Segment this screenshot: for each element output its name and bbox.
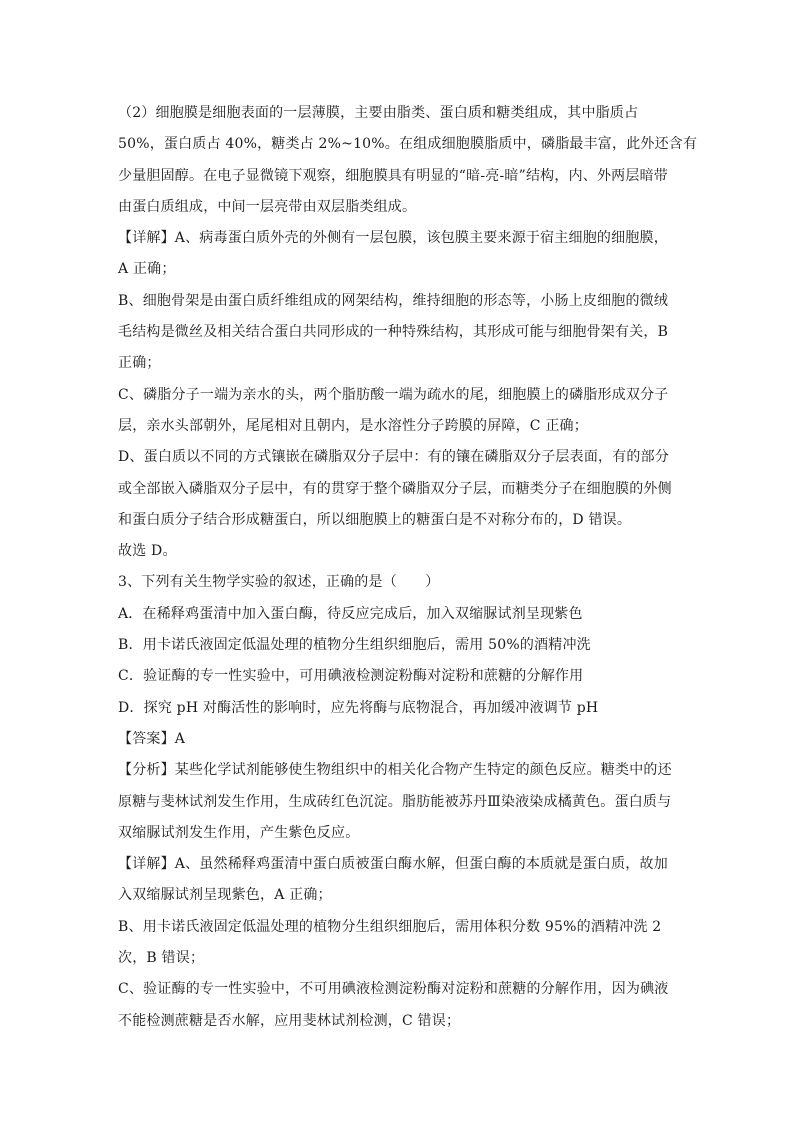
text-line-29: C、验证酶的专一性实验中，不可用碘液检测淀粉酶对淀粉和蔗糖的分解作用，因为碘液: [118, 981, 669, 998]
option-d: D．探究 pH 对酶活性的影响时，应先将酶与底物混合，再加缓冲液调节 pH: [118, 699, 599, 716]
text-line-12: D、蛋白质以不同的方式镶嵌在磷脂双分子层中：有的镶在磷脂双分子层表面，有的部分: [118, 449, 670, 466]
text-line-13: 或全部嵌入磷脂双分子层中，有的贯穿于整个磷脂双分子层，而糖类分子在细胞膜的外侧: [118, 480, 672, 497]
text-line-11: 层，亲水头部朝外，尾尾相对且朝内，是水溶性分子跨膜的屏障，C 正确；: [118, 417, 588, 434]
text-line-1: （2）细胞膜是细胞表面的一层薄膜，主要由脂类、蛋白质和糖类组成，其中脂质占: [118, 105, 639, 121]
question-stem: 3、下列有关生物学实验的叙述，正确的是（ ）: [118, 574, 440, 591]
text-line-23: 原糖与斐林试剂发生作用，生成砖红色沉淀。脂肪能被苏丹Ⅲ染液染成橘黄色。蛋白质与: [118, 793, 672, 810]
option-b: B．用卡诺氏液固定低温处理的植物分生组织细胞后，需用 50%的酒精冲洗: [118, 637, 591, 654]
text-line-7: B、细胞骨架是由蛋白质纤维组成的网架结构，维持细胞的形态等，小肠上皮细胞的微绒: [118, 292, 669, 309]
text-line-28: 次，B 错误；: [118, 950, 205, 967]
text-line-3: 少量胆固醇。在电子显微镜下观察，细胞膜具有明显的“暗-亮-暗”结构，内、外两层暗带: [118, 167, 668, 184]
text-line-30: 不能检测蔗糖是否水解，应用斐林试剂检测，C 错误；: [118, 1012, 461, 1029]
text-line-9: 正确；: [118, 355, 161, 372]
text-line-10: C、磷脂分子一端为亲水的头，两个脂肪酸一端为疏水的尾，细胞膜上的磷脂形成双分子: [118, 386, 669, 403]
text-line-2: 50%，蛋白质占 40%，糖类占 2%~10%。在组成细胞膜脂质中，磷脂最丰富，此外还含有: [118, 136, 698, 153]
document-body: [118, 98, 698, 1037]
text-line-25: 【详解】A、虽然稀释鸡蛋清中蛋白质被蛋白酶水解，但蛋白酶的本质就是蛋白质，故加: [118, 856, 668, 873]
option-a: A．在稀释鸡蛋清中加入蛋白酶，待反应完成后，加入双缩脲试剂呈现紫色: [118, 605, 583, 622]
text-line-5: 【详解】A、病毒蛋白质外壳的外侧有一层包膜，该包膜主要来源于宿主细胞的细胞膜，: [118, 230, 668, 247]
text-line-27: B、用卡诺氏液固定低温处理的植物分生组织细胞后，需用体积分数 95%的酒精冲洗 2: [118, 918, 662, 935]
text-line-26: 入双缩脲试剂呈现紫色，A 正确；: [118, 887, 332, 904]
answer-line: 【答案】A: [118, 730, 186, 747]
option-c: C．验证酶的专一性实验中，可用碘液检测淀粉酶对淀粉和蔗糖的分解作用: [118, 668, 584, 685]
text-line-15: 故选 D。: [118, 543, 177, 560]
text-line-4: 由蛋白质组成，中间一层亮带由双层脂类组成。: [118, 198, 417, 215]
text-line-6: A 正确；: [118, 261, 176, 278]
text-line-14: 和蛋白质分子结合形成糖蛋白，所以细胞膜上的糖蛋白是不对称分布的，D 错误。: [118, 511, 632, 528]
text-line-8: 毛结构是微丝及相关结合蛋白共同形成的一种特殊结构，其形成可能与细胞骨架有关，B: [118, 324, 669, 341]
text-line-22: 【分析】某些化学试剂能够使生物组织中的相关化合物产生特定的颜色反应。糖类中的还: [118, 762, 672, 779]
text-line-24: 双缩脲试剂发生作用，产生紫色反应。: [118, 824, 360, 841]
